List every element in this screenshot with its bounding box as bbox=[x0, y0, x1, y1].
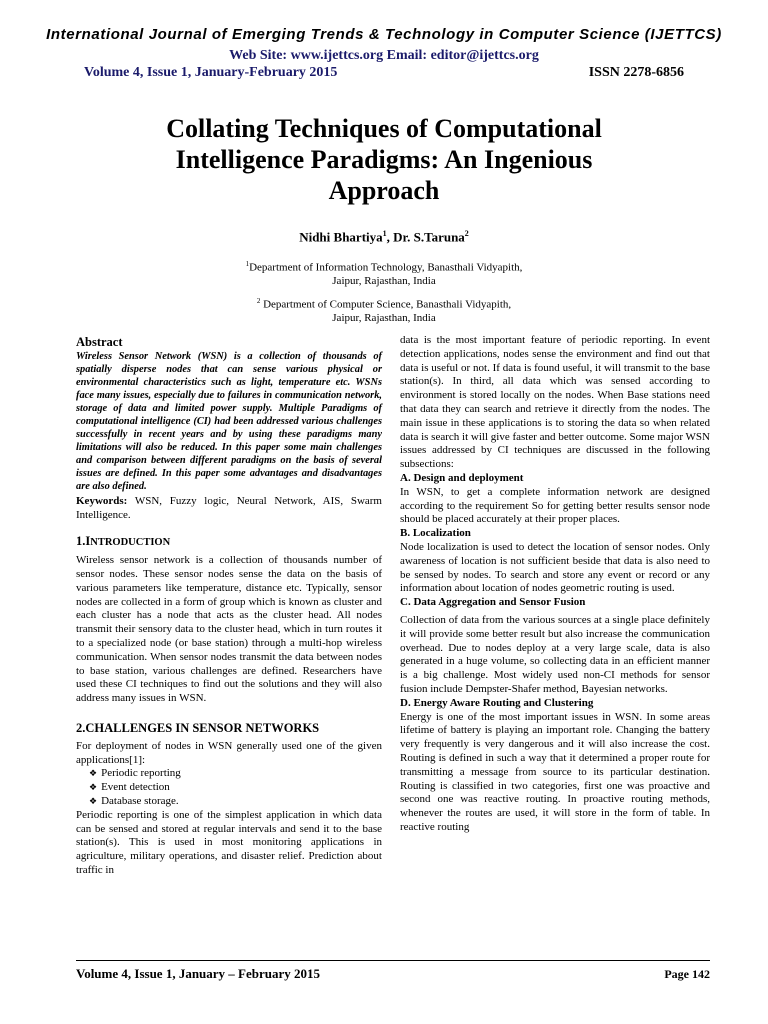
list-item: ❖ Periodic reporting bbox=[89, 767, 382, 781]
subsection-heading-energy: D. Energy Aware Routing and Clustering bbox=[400, 696, 594, 709]
author-affiliation-mark: 1 bbox=[382, 229, 387, 238]
subsection-text: Collection of data from the various sources at a single place definitely it will provide some better result but also increase the communication overhead. Due to nodes deploy at a very large scale, data is also generated in a huge volume, so collecting data in an efficient manner is a big challenge. Most widely used non-CI methods for sensor fusion include Dempster-Shafer method, Bayesian networks. bbox=[400, 613, 710, 695]
affiliation-text: Department of Information Technology, Banasthali Vidyapith, bbox=[249, 261, 523, 274]
abstract-heading: Abstract bbox=[76, 335, 123, 349]
keywords-text: WSN, Fuzzy logic, Neural Network, AIS, Swarm Intelligence. bbox=[76, 494, 382, 521]
author-name: Dr. S.Taruna bbox=[393, 229, 465, 245]
applications-list bbox=[76, 767, 382, 808]
challenges-text: Periodic reporting is one of the simplest application in which data can be sensed and stored at regular intervals and send it to the base station(s). This is used in most monitoring applications in agriculture, military operations, and disaster relief. Prediction about traffic in bbox=[76, 808, 382, 876]
subsection-heading-aggregation: C. Data Aggregation and Sensor Fusion bbox=[400, 596, 586, 609]
continuation-text: data is the most important feature of periodic reporting. In event detection applications, nodes sense the environment and find out that data is useful or not. If data is found useful, it will transmit to the base station(s). In third, all data which was sensed according to environment is stored locally on the nodes. When Base stations need that data they can search and retrieve it directly from the nodes. The main issue in these applications is to storing the data so when related data is search it will give faster and better outcome. Some major WSN issues addressed by CI techniques are discussed in the following subsections: bbox=[400, 334, 710, 471]
affiliation-location: Jaipur, Rajasthan, India bbox=[332, 274, 436, 287]
affiliation-mark: 1 bbox=[245, 260, 250, 268]
journal-title: International Journal of Emerging Trends & Technology in Computer Science (IJETTCS) bbox=[46, 26, 722, 43]
affiliation-location: Jaipur, Rajasthan, India bbox=[332, 311, 436, 324]
title-line: Approach bbox=[328, 176, 440, 205]
footer-divider bbox=[76, 960, 710, 961]
affiliation-2 bbox=[0, 295, 768, 325]
subsection-heading-localization: B. Localization bbox=[400, 527, 471, 540]
abstract-text: Wireless Sensor Network (WSN) is a collection of thousands of spatially disperse nodes that can sense various physical or environmental characteristics such as light, temperature etc. WSNs face many issues, especially due to failures in communication network, storage of data and limited power supply. Multiple Paradigms of computational intelligence (CI) had been addressed various challenges successfully in recent years and by using these paradigms many limitations will also be reduced. In this paper some main challenges and comparison between different paradigms on the basis of several issues are defined. In this paper some advantages and disadvantages are also defined. bbox=[76, 350, 382, 492]
author-line bbox=[0, 229, 768, 245]
volume-issue-header: Volume 4, Issue 1, January-February 2015 bbox=[84, 65, 338, 80]
author-affiliation-mark: 2 bbox=[464, 229, 469, 238]
issn-number: ISSN 2278-6856 bbox=[588, 65, 684, 80]
footer-volume: Volume 4, Issue 1, January – February 2015 bbox=[76, 966, 321, 981]
right-column bbox=[400, 334, 710, 835]
keywords-label: Keywords: bbox=[76, 494, 128, 507]
title-line: Intelligence Paradigms: An Ingenious bbox=[175, 145, 593, 174]
keywords bbox=[76, 495, 382, 523]
subsection-text: Node localization is used to detect the location of sensor nodes. Only awareness of location is not sufficient beside that data is also need to be sensed by nodes. To search and store any event or record or any information about location of nodes geometric routing is used. bbox=[400, 540, 710, 595]
subsection-text: Energy is one of the most important issues in WSN. In some areas lifetime of battery is playing an important role. Changing the battery very frequently is very dangerous and it will also increase the cost. Routing is defined in such a way that it determined a proper route for transmitting a message from source to its particular destination. Routing is classified in two categories, first one was proactive and second one was reactive routing. In proactive routing methods, whenever the routes are used, it will store in the form of table. In reactive routing bbox=[400, 710, 710, 833]
author-name: Nidhi Bhartiya bbox=[299, 229, 383, 245]
section-heading-challenges: 2.CHALLENGES IN SENSOR NETWORKS bbox=[76, 720, 320, 735]
journal-website-line: Web Site: www.ijettcs.org Email: editor@ijettcs.org bbox=[229, 48, 539, 63]
challenges-intro: For deployment of nodes in WSN generally used one of the given applications[1]: bbox=[76, 739, 382, 766]
affiliation-1 bbox=[0, 258, 768, 288]
subsection-heading-design: A. Design and deployment bbox=[400, 471, 524, 484]
affiliation-text: Department of Computer Science, Banasthali Vidyapith, bbox=[260, 298, 512, 311]
paper-title bbox=[0, 113, 768, 206]
list-item: ❖ Event detection bbox=[89, 781, 382, 795]
introduction-text: Wireless sensor network is a collection of thousands number of sensor nodes. These sensor nodes sense the data on the basis of various parameters like temperature, distance etc. Typically, sensor nodes are collected in a form of group which is known as cluster and each cluster has a node that acts as the cluster head. All nodes transmit their sensory data to the cluster head, which in turn routes it to a specialized node (or base station) through a multi-hop wireless communication. When sensor nodes transmit the data between nodes to base station, various challenges are defined. Researchers have used these CI techniques to find out the solutions and they will also address many issues in WSN. bbox=[76, 554, 382, 705]
section-heading-introduction: 1.INTRODUCTION bbox=[76, 534, 171, 549]
title-line: Collating Techniques of Computational bbox=[166, 114, 602, 143]
page-number: Page 142 bbox=[664, 967, 710, 981]
left-column bbox=[76, 334, 382, 878]
list-item: ❖ Database storage. bbox=[89, 795, 382, 809]
author-separator: , bbox=[386, 229, 394, 245]
affiliation-mark: 2 bbox=[256, 297, 261, 305]
subsection-text: In WSN, to get a complete information network are designed according to the requirement So for getting better results sensor node should be placed accurately at their proper places. bbox=[400, 485, 710, 526]
